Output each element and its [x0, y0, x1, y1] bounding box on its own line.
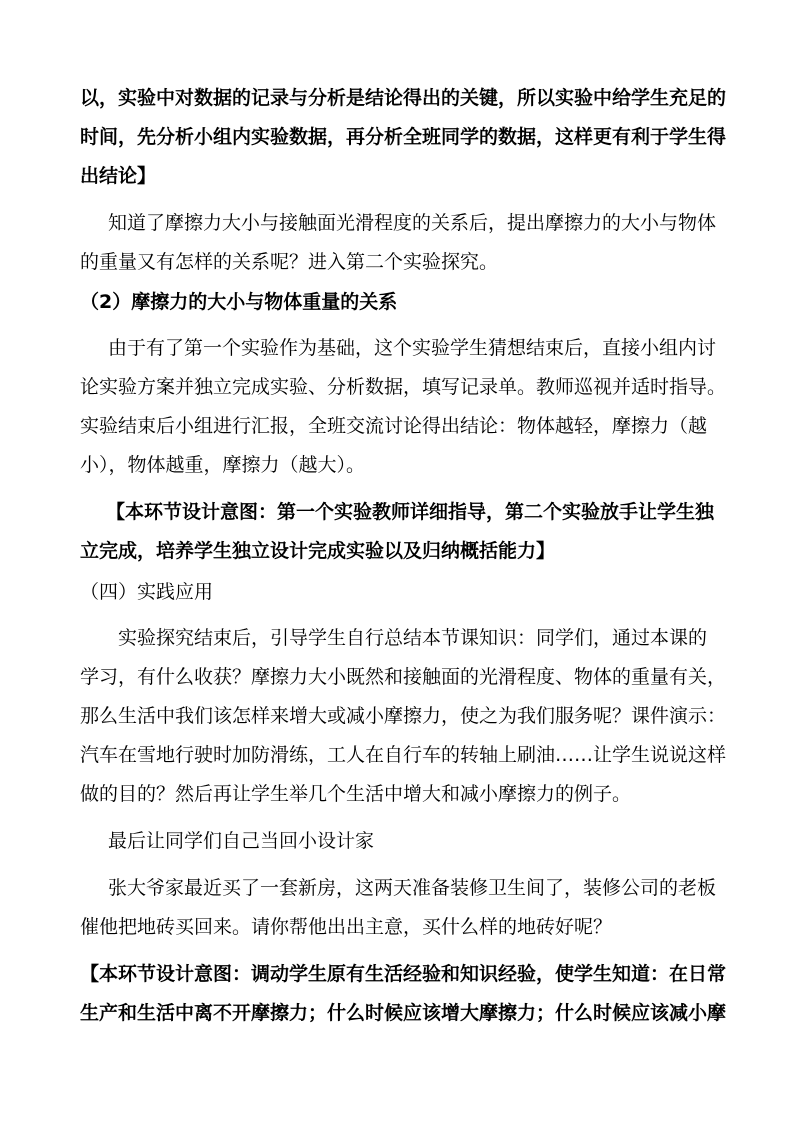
paragraph-line: 催他把地砖买回来。请你帮他出出主意，买什么样的地砖好呢？ — [80, 916, 613, 938]
paragraph-line: 小），物体越重，摩擦力（越大）。 — [80, 454, 366, 476]
paragraph-line: 由于有了第一个实验作为基础，这个实验学生猜想结束后，直接小组内讨 — [108, 337, 717, 359]
design-intent-line: 生产和生活中离不开摩擦力；什么时候应该增大摩擦力；什么时候应该减小摩 — [80, 1002, 727, 1024]
paragraph-line: 实验结束后小组进行汇报，全班交流讨论得出结论：物体越轻，摩擦力（越 — [80, 415, 708, 437]
paragraph-line: 学习，有什么收获？摩擦力大小既然和接触面的光滑程度、物体的重量有关， — [80, 666, 727, 688]
paragraph-line: 做的目的？然后再让学生举几个生活中增大和减小摩擦力的例子。 — [80, 783, 632, 805]
paragraph-line: 最后让同学们自己当回小设计家 — [108, 830, 375, 852]
design-intent-line: 立完成，培养学生独立设计完成实验以及归纳概括能力】 — [80, 540, 556, 562]
section-heading: （2）摩擦力的大小与物体重量的关系 — [80, 291, 398, 313]
paragraph-line: 时间，先分析小组内实验数据，再分析全班同学的数据，这样更有利于学生得 — [80, 126, 727, 148]
paragraph-line: 的重量又有怎样的关系呢？进入第二个实验探究。 — [80, 251, 499, 273]
paragraph-line: 张大爷家最近买了一套新房，这两天准备装修卫生间了，装修公司的老板 — [108, 877, 717, 899]
paragraph-line: 论实验方案并独立完成实验、分析数据，填写记录单。教师巡视并适时指导。 — [80, 376, 727, 398]
design-intent-line: 【本环节设计意图：调动学生原有生活经验和知识经验，使学生知道：在日常 — [80, 963, 727, 985]
section-heading: （四）实践应用 — [80, 581, 214, 603]
paragraph-line: 出结论】 — [80, 165, 157, 187]
design-intent-line: 【本环节设计意图：第一个实验教师详细指导，第二个实验放手让学生独 — [106, 501, 715, 523]
paragraph-line: 那么生活中我们该怎样来增大或减小摩擦力，使之为我们服务呢？课件演示： — [80, 705, 727, 727]
paragraph-line: 以，实验中对数据的记录与分析是结论得出的关键，所以实验中给学生充足的 — [80, 87, 727, 109]
paragraph-line: 实验探究结束后，引导学生自行总结本节课知识：同学们，通过本课的 — [118, 627, 708, 649]
paragraph-line: 汽车在雪地行驶时加防滑练，工人在自行车的转轴上刷油……让学生说说这样 — [80, 744, 727, 766]
paragraph-line: 知道了摩擦力大小与接触面光滑程度的关系后，提出摩擦力的大小与物体 — [108, 212, 717, 234]
